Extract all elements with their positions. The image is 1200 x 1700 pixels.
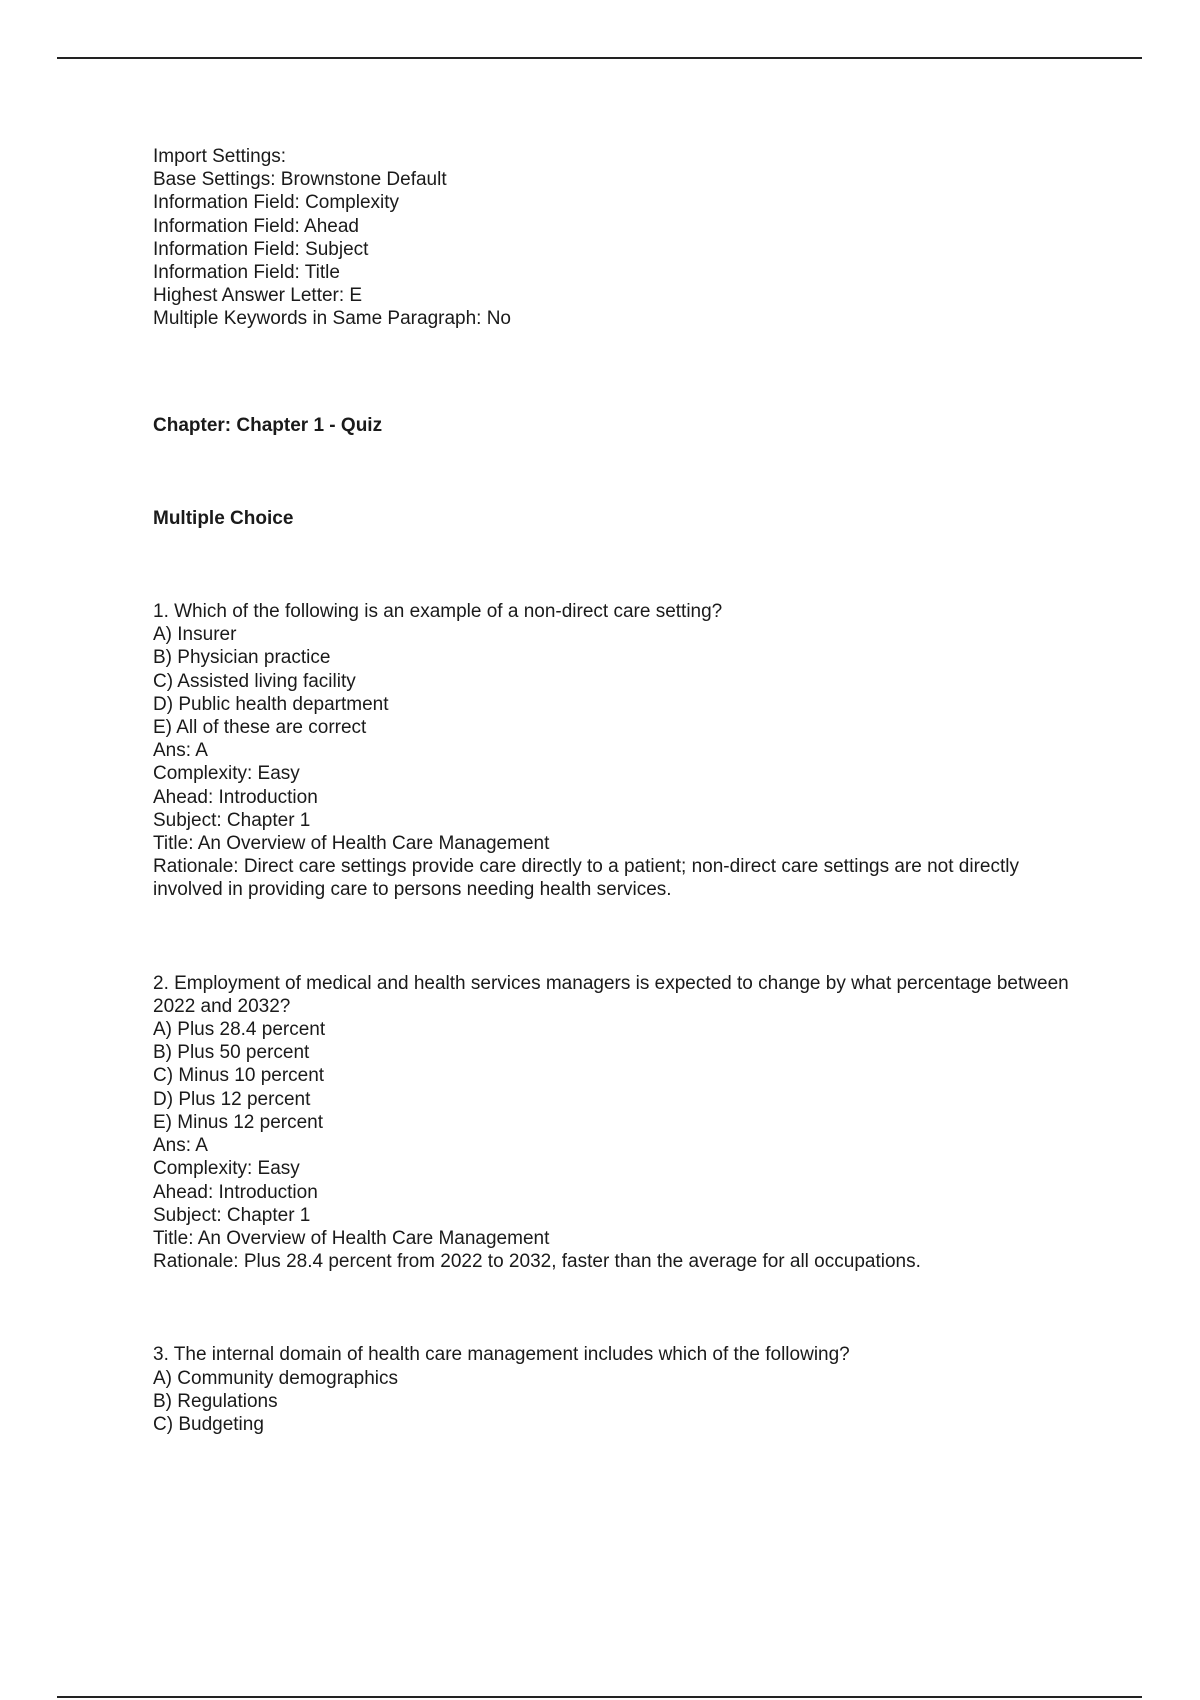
ahead-field: Ahead: Introduction xyxy=(153,786,318,808)
answer-option: C) Budgeting xyxy=(153,1413,264,1435)
settings-line: Information Field: Ahead xyxy=(153,215,359,237)
subject-field: Subject: Chapter 1 xyxy=(153,809,311,831)
subject-field: Subject: Chapter 1 xyxy=(153,1204,311,1226)
settings-line: Import Settings: xyxy=(153,146,287,167)
question-3 xyxy=(153,1343,1083,1436)
question-prompt: 2. Employment of medical and health services managers is expected to change by what percentage between 2022 and 2032? xyxy=(153,972,1069,1017)
rationale: Rationale: Plus 28.4 percent from 2022 to 2032, faster than the average for all occupations. xyxy=(153,1251,921,1273)
answer-option: B) Regulations xyxy=(153,1390,278,1412)
settings-line: Information Field: Subject xyxy=(153,238,369,260)
answer-option: B) Physician practice xyxy=(153,647,331,669)
title-field: Title: An Overview of Health Care Management xyxy=(153,833,550,855)
settings-line: Base Settings: Brownstone Default xyxy=(153,169,447,191)
answer-option: D) Public health department xyxy=(153,693,389,715)
answer-option: C) Assisted living facility xyxy=(153,670,356,692)
answer-key: Ans: A xyxy=(153,1135,208,1157)
footer-rule xyxy=(57,1696,1142,1698)
rationale: Rationale: Direct care settings provide care directly to a patient; non-direct care settings are not directly involved in providing care to persons needing health services. xyxy=(153,856,1019,901)
settings-line: Information Field: Title xyxy=(153,262,340,284)
question-1 xyxy=(153,600,1083,902)
chapter-heading: Chapter: Chapter 1 - Quiz xyxy=(153,414,383,436)
title-field: Title: An Overview of Health Care Management xyxy=(153,1227,550,1249)
complexity-field: Complexity: Easy xyxy=(153,1158,300,1180)
settings-line: Information Field: Complexity xyxy=(153,192,400,214)
answer-option: B) Plus 50 percent xyxy=(153,1042,310,1064)
answer-option: A) Plus 28.4 percent xyxy=(153,1019,326,1041)
answer-option: E) All of these are correct xyxy=(153,717,367,739)
answer-option: C) Minus 10 percent xyxy=(153,1065,325,1087)
header-rule xyxy=(57,57,1142,59)
import-settings xyxy=(153,145,1083,331)
question-prompt: 3. The internal domain of health care management includes which of the following? xyxy=(153,1344,850,1366)
question-list xyxy=(153,600,1083,1436)
question-2 xyxy=(153,972,1083,1274)
settings-line: Highest Answer Letter: E xyxy=(153,285,363,307)
section-heading: Multiple Choice xyxy=(153,507,294,529)
ahead-field: Ahead: Introduction xyxy=(153,1181,318,1203)
document-body xyxy=(153,145,1083,1436)
answer-option: D) Plus 12 percent xyxy=(153,1088,311,1110)
answer-option: A) Community demographics xyxy=(153,1367,398,1389)
settings-line: Multiple Keywords in Same Paragraph: No xyxy=(153,308,512,330)
complexity-field: Complexity: Easy xyxy=(153,763,300,785)
answer-option: E) Minus 12 percent xyxy=(153,1111,324,1133)
answer-option: A) Insurer xyxy=(153,624,237,646)
answer-key: Ans: A xyxy=(153,740,208,762)
question-prompt: 1. Which of the following is an example of a non-direct care setting? xyxy=(153,601,723,623)
